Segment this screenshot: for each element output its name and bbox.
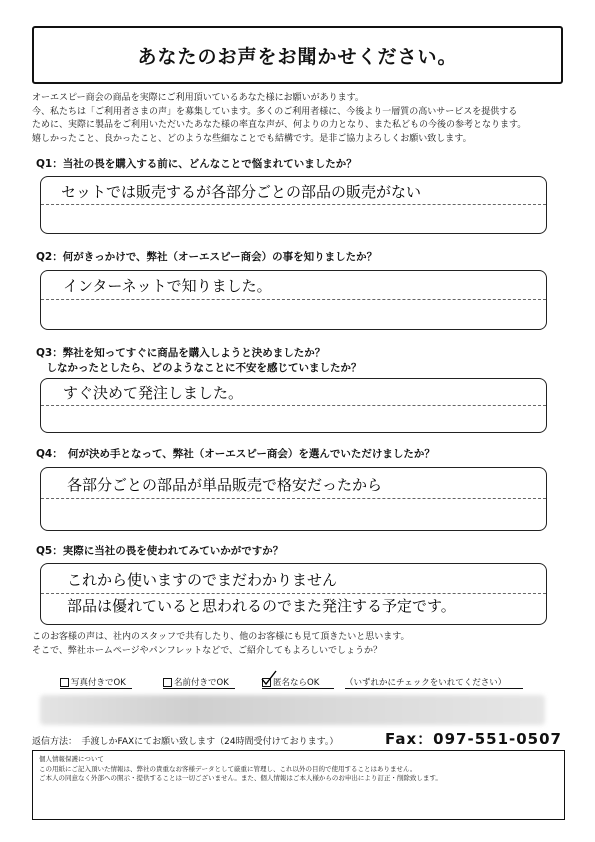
privacy-heading: 個人情報保護について [39,755,104,763]
consent-line: そこで、弊社ホームページやパンフレットなどで、ご紹介してもよろしいでしょうか？ [32,646,383,656]
intro-line: オーエスピー商会の商品を実際にご利用頂いているあなた様にお願いがあります。 [32,93,364,103]
privacy-line: この用紙にご記入頂いた情報は、弊社の貴重なお客様データとして厳重に管理し、これ以外の目的で使用することはありません。 [39,764,417,773]
answer-4-line-1: 各部分ごとの部品が単品販売で格安だったから [67,476,383,494]
privacy-line: ご本人の同意なく外部への開示・提供することは一切ございません。また、個人情報はご本人様からのお申出により訂正・削除致します。 [39,774,442,782]
answer-box-5[interactable] [40,563,547,625]
answer-box-4[interactable] [40,467,547,531]
question-4: Q4： 何が決め手となって、弊社（オーエスピー商会）を選んでいただけましたか？ [36,448,435,460]
answer-5-line-2: 部品は優れていると思われるのでまた発注する予定です。 [67,597,456,615]
answer-box-1[interactable] [40,176,547,234]
check-instruction [345,676,506,688]
check-instruction-text: （いずれかにチェックをいれてください） [345,678,507,688]
option-photo-ok[interactable] [60,676,126,688]
answer-2-line-1: インターネットで知りました。 [63,277,272,295]
answer-box-3[interactable] [40,378,547,433]
title-banner [32,26,563,84]
reply-info [32,728,562,748]
check-mark-icon [261,670,277,686]
question-5: Q5：実際に当社の畏を使われてみていかがですか？ [36,545,284,557]
reply-instructions: 返信方法： 手渡しかFAXにてお願い致します（24時間受付けております。） [32,737,339,747]
answer-3-line-1: すぐ決めて発注しました。 [63,384,244,402]
question-1: Q1：当社の畏を購入する前に、どんなことで悩まれていましたか？ [36,158,357,170]
fax-number: Fax：097-551-0507 [385,730,562,748]
checkbox-photo[interactable] [60,678,69,687]
option-name-ok[interactable] [163,676,229,688]
option-label: 写真付きでOK [71,678,126,688]
intro-text [32,92,567,146]
intro-line: ために、実際に製品をご利用いただいたあなた様の率直な声が、何よりの力となり、また私どもの今後の参考となります。 [32,120,527,130]
publication-consent-text [32,630,410,658]
question-2: Q2：何がきっかけで、弊社（オーエスピー商会）の事を知りましたか？ [36,251,378,263]
option-label: 匿名ならOK [273,678,320,688]
checkbox-anonymous[interactable] [262,678,271,687]
consent-line: このお客様の声は、社内のスタッフで共有したり、他のお客様にも見て頂きたいと思います。 [32,632,410,642]
answer-1-line-1: セットでは販売するが各部分ごとの部品の販売がない [61,183,422,201]
answer-5-line-1: これから使いますのでまだわかりません [67,571,338,589]
question-3: Q3：弊社を知ってすぐに商品を購入しようと決めましたか？ しなかったとしたら、どのようなことに不安を感じていましたか？ [36,347,362,374]
redacted-name-field [40,695,545,725]
intro-line: 今、私たちは「ご利用者さまの声」を募集しています。多くのご利用者様に、今後より一層質の高いサービスを提供する [32,106,518,117]
option-anonymous-ok[interactable] [262,676,319,688]
checkbox-name[interactable] [163,678,172,687]
option-label: 名前付きでOK [174,678,229,688]
intro-line: 嬉しかったこと、良かったこと、どのような些細なことでも結構です。是非ご協力よろしくお願い致します。 [32,133,472,144]
answer-box-2[interactable] [40,270,547,330]
page-title: あなたのお声をお聞かせください。 [137,45,458,68]
privacy-policy-box [32,750,565,820]
